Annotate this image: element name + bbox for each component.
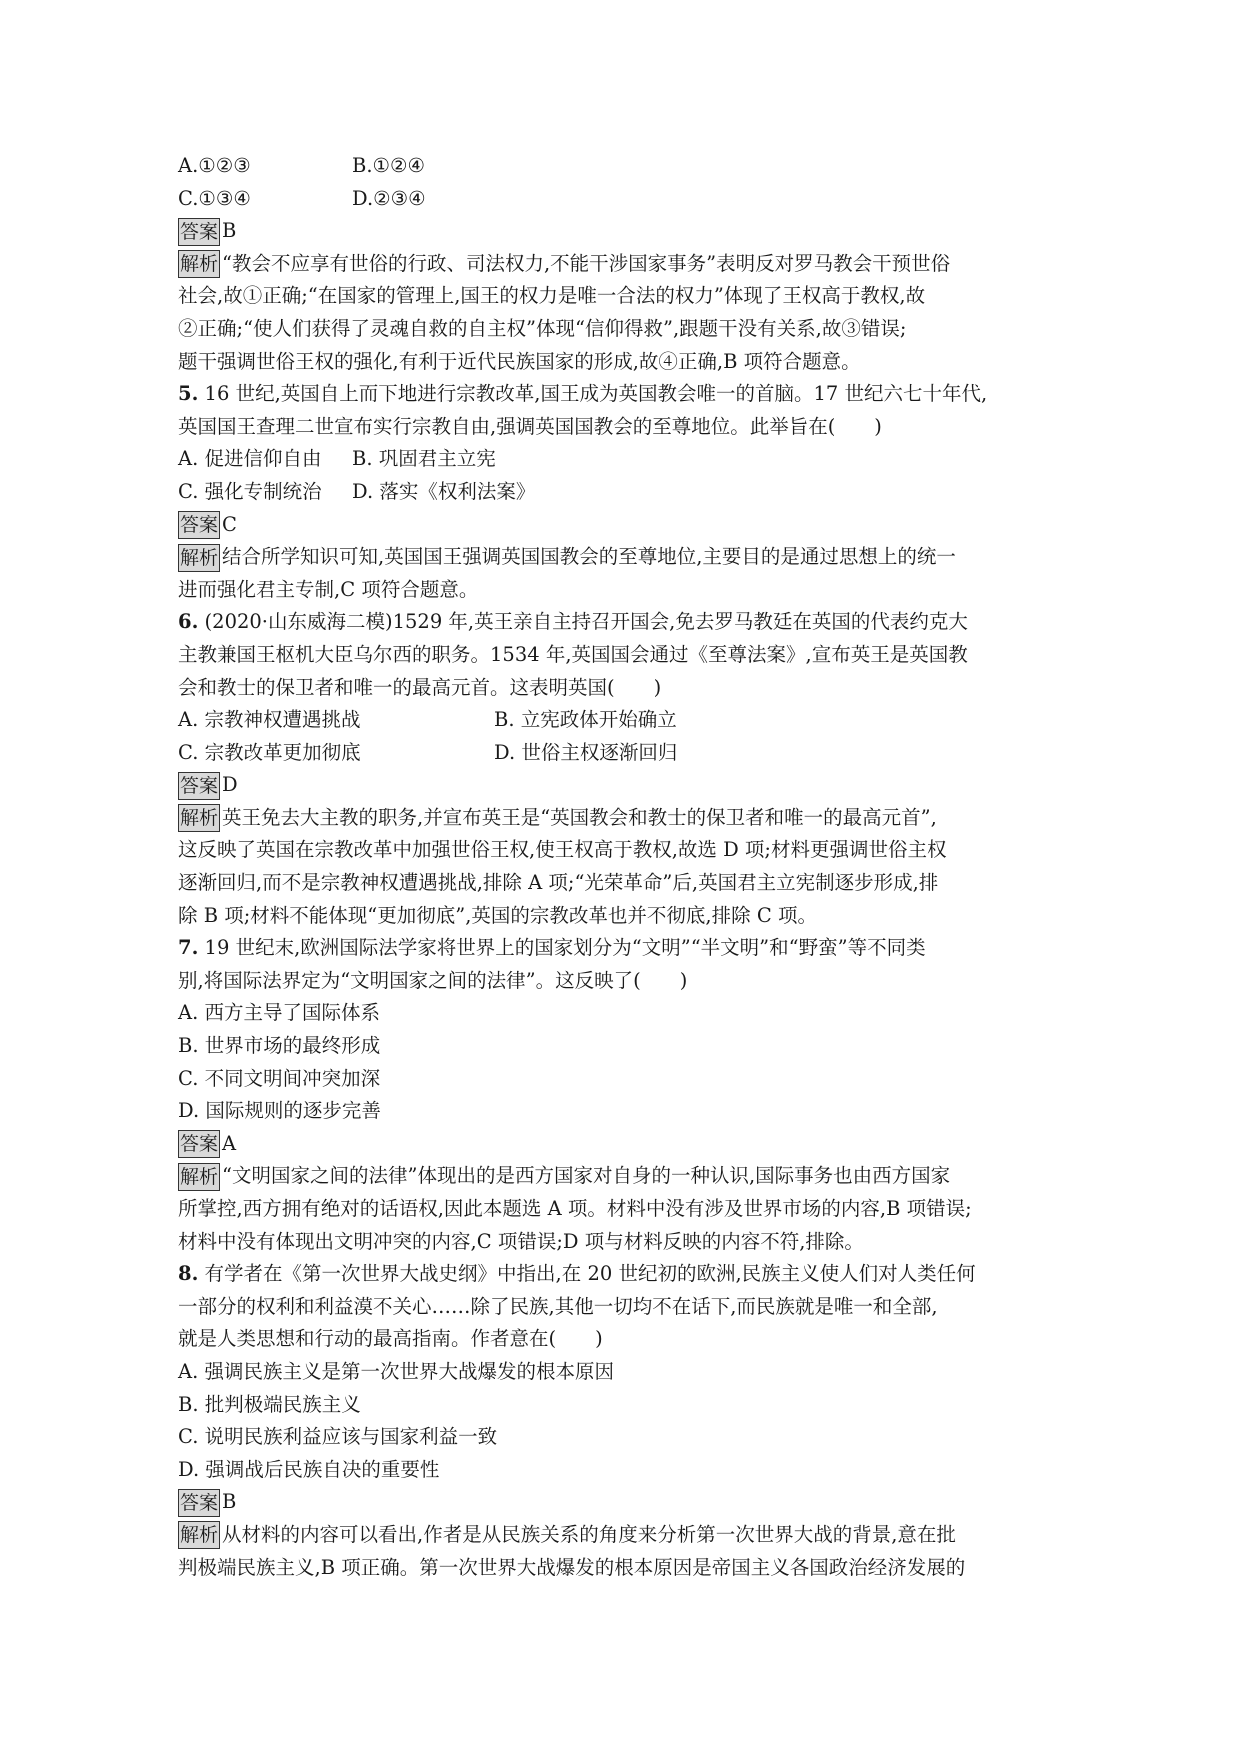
q8-option-a: A. 强调民族主义是第一次世界大战爆发的根本原因 — [178, 1359, 614, 1383]
q7-option-b: B. 世界市场的最终形成 — [178, 1034, 381, 1058]
answer-tag: 答案 — [178, 1489, 220, 1517]
q7-stem-line: 7. 19 世纪末,欧洲国际法学家将世界上的国家划分为“文明”“半文明”和“野蛮”等不同类 — [178, 936, 926, 960]
q7-analysis-line: 所掌控,西方拥有绝对的话语权,因此本题选 A 项。材料中没有涉及世界市场的内容,B 项错误; — [178, 1197, 972, 1220]
q8-answer-value: B — [222, 1490, 237, 1514]
answer-tag: 答案 — [178, 218, 220, 246]
q8-option-d: D. 强调战后民族自决的重要性 — [178, 1457, 440, 1481]
q6-stem-line: 会和教士的保卫者和唯一的最高元首。这表明英国( ) — [178, 675, 662, 699]
q4-answer — [178, 215, 1068, 248]
q4-analysis-line: ②正确;“使人们获得了灵魂自救的自主权”体现“信仰得救”,跟题干没有关系,故③错误; — [178, 316, 907, 340]
q5-option-a: A. 促进信仰自由 — [178, 447, 322, 471]
q8-analysis-line: 解析 从材料的内容可以看出,作者是从民族关系的角度来分析第一次世界大战的背景,意在批 — [178, 1519, 1068, 1552]
q5-options-row-2 — [178, 476, 1068, 509]
q4-analysis-line: 社会,故①正确;“在国家的管理上,国王的权力是唯一合法的权力”体现了王权高于教权,故 — [178, 284, 926, 308]
q4-analysis-line: 解析 “教会不应享有世俗的行政、司法权力,不能干涉国家事务”表明反对罗马教会干预世俗 — [178, 248, 1068, 281]
q6-options-row-1 — [178, 704, 1068, 737]
q6-answer — [178, 769, 1068, 802]
q5-answer — [178, 509, 1068, 542]
q4-options-row-1 — [178, 150, 1068, 183]
q8-number: 8. — [178, 1262, 199, 1286]
document-page — [178, 150, 1068, 1584]
q4-option-d: D.②③④ — [352, 186, 426, 210]
analysis-tag: 解析 — [178, 544, 220, 572]
q8-option-c: C. 说明民族利益应该与国家利益一致 — [178, 1425, 498, 1449]
q5-analysis-line: 进而强化君主专制,C 项符合题意。 — [178, 577, 479, 601]
q4-analysis-line: 题干强调世俗王权的强化,有利于近代民族国家的形成,故④正确,B 项符合题意。 — [178, 349, 861, 373]
answer-tag: 答案 — [178, 511, 220, 539]
q4-answer-value: B — [222, 219, 237, 243]
q5-analysis-line: 解析 结合所学知识可知,英国国王强调英国国教会的至尊地位,主要目的是通过思想上的统一 — [178, 541, 1068, 574]
q8-stem-line: 8. 有学者在《第一次世界大战史纲》中指出,在 20 世纪初的欧洲,民族主义使人们对人类任何 — [178, 1262, 976, 1286]
q7-answer — [178, 1128, 1068, 1161]
q6-option-b: B. 立宪政体开始确立 — [494, 708, 677, 732]
q6-options-row-2 — [178, 737, 1068, 770]
q5-options-row-1 — [178, 443, 1068, 476]
analysis-tag: 解析 — [178, 1521, 220, 1549]
q7-answer-value: A — [222, 1132, 237, 1156]
q5-option-b: B. 巩固君主立宪 — [352, 447, 496, 471]
q5-option-c: C. 强化专制统治 — [178, 479, 322, 503]
q8-answer — [178, 1486, 1068, 1519]
q5-option-d: D. 落实《权利法案》 — [352, 479, 536, 503]
q5-stem-line: 英国国王查理二世宣布实行宗教自由,强调英国国教会的至尊地位。此举旨在( ) — [178, 414, 882, 438]
q7-number: 7. — [178, 936, 199, 960]
answer-tag: 答案 — [178, 772, 220, 800]
q6-number: 6. — [178, 610, 199, 634]
q8-analysis-line: 判极端民族主义,B 项正确。第一次世界大战爆发的根本原因是帝国主义各国政治经济发展的 — [178, 1555, 966, 1579]
q8-option-b: B. 批判极端民族主义 — [178, 1392, 361, 1416]
q6-stem-line: 6. (2020·山东威海二模)1529 年,英王亲自主持召开国会,免去罗马教廷在英国的代表约克大 — [178, 610, 968, 634]
q6-option-a: A. 宗教神权遭遇挑战 — [178, 708, 361, 732]
q4-option-a: A.①②③ — [178, 154, 251, 177]
q6-analysis-line: 逐渐回归,而不是宗教神权遭遇挑战,排除 A 项;“光荣革命”后,英国君主立宪制逐步形成,排 — [178, 871, 939, 895]
q4-option-c: C.①③④ — [178, 186, 251, 210]
q7-option-a: A. 西方主导了国际体系 — [178, 1001, 380, 1025]
q6-option-c: C. 宗教改革更加彻底 — [178, 740, 361, 764]
analysis-tag: 解析 — [178, 250, 220, 278]
q5-answer-value: C — [222, 512, 237, 536]
q7-stem-line: 别,将国际法界定为“文明国家之间的法律”。这反映了( ) — [178, 968, 688, 992]
analysis-tag: 解析 — [178, 1163, 220, 1191]
q6-analysis-line: 这反映了英国在宗教改革中加强世俗王权,使王权高于教权,故选 D 项;材料更强调世俗主权 — [178, 838, 947, 862]
q4-options-row-2 — [178, 183, 1068, 216]
analysis-tag: 解析 — [178, 804, 220, 832]
q6-answer-value: D — [222, 773, 238, 797]
q7-option-c: C. 不同文明间冲突加深 — [178, 1066, 381, 1090]
q7-option-d: D. 国际规则的逐步完善 — [178, 1099, 381, 1123]
q4-option-b: B.①②④ — [352, 154, 425, 177]
q8-stem-line: 就是人类思想和行动的最高指南。作者意在( ) — [178, 1327, 603, 1351]
q6-analysis-line: 除 B 项;材料不能体现“更加彻底”,英国的宗教改革也并不彻底,排除 C 项。 — [178, 903, 817, 927]
q8-stem-line: 一部分的权利和利益漠不关心……除了民族,其他一切均不在话下,而民族就是唯一和全部, — [178, 1294, 938, 1318]
answer-tag: 答案 — [178, 1130, 220, 1158]
q7-analysis-line: 解析 “文明国家之间的法律”体现出的是西方国家对自身的一种认识,国际事务也由西方国家 — [178, 1160, 1068, 1193]
q6-option-d: D. 世俗主权逐渐回归 — [494, 740, 678, 764]
q5-number: 5. — [178, 382, 199, 406]
q6-stem-line: 主教兼国王枢机大臣乌尔西的职务。1534 年,英国国会通过《至尊法案》,宣布英王是英国教 — [178, 642, 968, 666]
q7-analysis-line: 材料中没有体现出文明冲突的内容,C 项错误;D 项与材料反映的内容不符,排除。 — [178, 1229, 864, 1253]
q6-analysis-line: 解析 英王免去大主教的职务,并宣布英王是“英国教会和教士的保卫者和唯一的最高元首”, — [178, 802, 1068, 835]
q5-stem-line: 5. 16 世纪,英国自上而下地进行宗教改革,国王成为英国教会唯一的首脑。17 世纪六七十年代, — [178, 382, 988, 406]
